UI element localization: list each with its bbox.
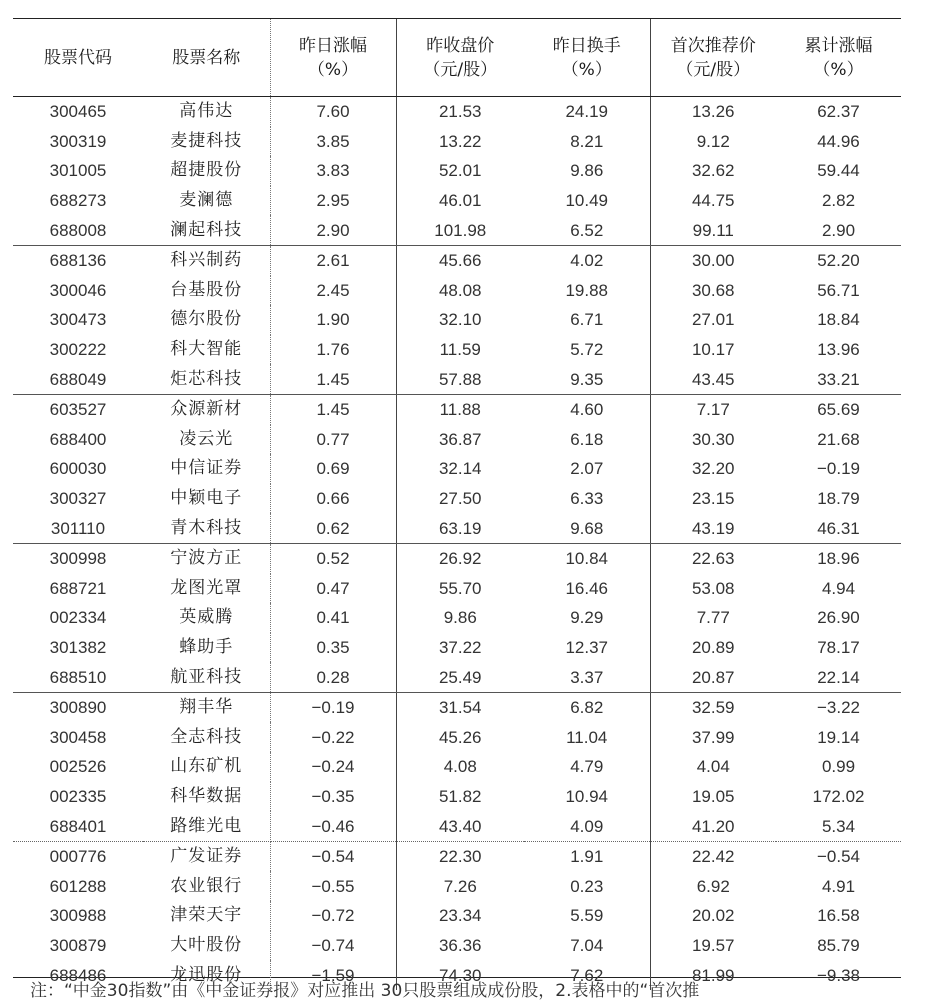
cell-change: −0.22: [270, 722, 396, 752]
cell-cum-change: 44.96: [817, 131, 860, 151]
cell-cum-change: 62.37: [817, 102, 860, 122]
cell-first-price: 9.12: [696, 131, 730, 151]
cell-close-price: 4.08: [443, 757, 477, 777]
header-name: 股票名称: [143, 19, 270, 97]
cell-turnover: 11.04: [524, 722, 650, 752]
cell-cum-change: 22.14: [776, 662, 901, 692]
cell-first-price: 10.17: [691, 340, 735, 360]
table-row: [13, 662, 901, 692]
cell-close-price: 11.88: [439, 400, 481, 420]
table-row: [13, 841, 901, 871]
cell-code: 300473: [49, 310, 107, 330]
table-row: [13, 305, 901, 335]
cell-cum-change: 65.69: [817, 400, 860, 420]
cell-code: 300890: [49, 698, 107, 718]
cell-change: 1.76: [270, 335, 396, 365]
cell-code: 688273: [49, 191, 107, 211]
cell-name: 宁波方正: [143, 543, 270, 573]
cell-code: 300465: [49, 102, 107, 122]
cell-name: 龙迅股份: [143, 960, 270, 990]
cell-code: 301110: [13, 513, 143, 543]
cell-turnover: 4.09: [524, 811, 650, 841]
table-row: [13, 603, 901, 633]
cell-code: 000776: [49, 847, 107, 867]
cell-close-price: 63.19: [396, 513, 524, 543]
cell-close-price: 27.50: [438, 489, 482, 509]
cell-name: 广发证券: [143, 841, 270, 871]
cell-name: 中信证券: [143, 454, 270, 484]
table-row: [13, 97, 901, 127]
cell-first-price: 20.89: [691, 637, 735, 657]
cell-change: −0.72: [270, 901, 396, 931]
cell-cum-change: 18.79: [817, 489, 860, 509]
cell-code: 002526: [49, 757, 107, 777]
cell-close-price: 45.66: [438, 251, 482, 271]
table-row: [13, 186, 901, 216]
table-row: [13, 574, 901, 604]
cell-turnover: 6.33: [524, 484, 650, 514]
cell-turnover: 9.68: [524, 513, 650, 543]
cell-cum-change: 21.68: [817, 429, 860, 449]
cell-code: 688401: [13, 811, 143, 841]
cell-change: 2.61: [270, 245, 396, 275]
cell-close-price: 32.14: [438, 459, 482, 479]
cell-close-price: 21.53: [438, 102, 482, 122]
cell-name: 科大智能: [143, 335, 270, 365]
cell-change: −0.74: [270, 931, 396, 961]
cell-first-price: 27.01: [691, 310, 735, 330]
cell-first-price: 19.57: [691, 935, 735, 955]
stock-table-container: [13, 18, 901, 985]
cell-code: 300327: [49, 489, 107, 509]
table-row: [13, 454, 901, 484]
header-change: 昨日涨幅 （%）: [270, 19, 396, 97]
table-row: [13, 484, 901, 514]
table-row: [13, 513, 901, 543]
cell-name: 凌云光: [143, 425, 270, 455]
cell-cum-change: 18.96: [817, 549, 860, 569]
table-row: [13, 752, 901, 782]
cell-turnover: 19.88: [524, 276, 650, 306]
cell-name: 麦澜德: [143, 186, 270, 216]
cell-close-price: 55.70: [438, 578, 482, 598]
cell-change: 2.95: [270, 186, 396, 216]
cell-first-price: 7.77: [696, 608, 730, 628]
table-row: [13, 692, 901, 722]
cell-close-price: 36.87: [438, 429, 482, 449]
cell-code: 300998: [49, 549, 107, 569]
cell-name: 炬芯科技: [143, 364, 270, 394]
cell-change: 0.69: [270, 454, 396, 484]
cell-change: 3.83: [270, 156, 396, 186]
cell-close-price: 26.92: [438, 549, 482, 569]
cell-first-price: 32.59: [691, 698, 735, 718]
header-code: 股票代码: [13, 19, 143, 97]
cell-turnover: 10.84: [524, 543, 650, 573]
cell-cum-change: 19.14: [817, 727, 860, 747]
cell-change: 3.85: [270, 127, 396, 157]
table-row: [13, 633, 901, 663]
cell-name: 科兴制药: [143, 245, 270, 275]
cell-change: −0.35: [270, 782, 396, 812]
cell-name: 台基股份: [143, 276, 270, 306]
cell-name: 澜起科技: [143, 215, 270, 245]
header-close-price: 昨收盘价 （元/股）: [396, 19, 524, 97]
table-row: [13, 543, 901, 573]
table-row: [13, 335, 901, 365]
cell-cum-change: 56.71: [817, 280, 860, 300]
cell-turnover: 6.82: [524, 692, 650, 722]
cell-change: 2.90: [270, 215, 396, 245]
cell-turnover: 8.21: [524, 127, 650, 157]
cell-first-price: 44.75: [691, 191, 735, 211]
cell-name: 龙图光罩: [143, 574, 270, 604]
cell-cum-change: 46.31: [776, 513, 901, 543]
cell-first-price: 22.42: [691, 847, 735, 867]
cell-name: 英威腾: [143, 603, 270, 633]
cell-code: 688721: [49, 578, 107, 598]
cell-change: −0.46: [270, 811, 396, 841]
cell-name: 蜂助手: [143, 633, 270, 663]
cell-cum-change: 33.21: [776, 364, 901, 394]
cell-first-price: 4.04: [696, 757, 730, 777]
cell-cum-change: 4.91: [821, 876, 856, 896]
cell-close-price: 25.49: [396, 662, 524, 692]
cell-first-price: 30.68: [691, 280, 735, 300]
cell-first-price: 43.19: [650, 513, 776, 543]
cell-close-price: 22.30: [438, 847, 482, 867]
cell-turnover: 9.35: [524, 364, 650, 394]
table-row: [13, 394, 901, 424]
header-first-price: 首次推荐价 （元/股）: [650, 19, 776, 97]
cell-close-price: 32.10: [438, 310, 482, 330]
cell-name: 津荣天宇: [143, 901, 270, 931]
cell-code: 300046: [49, 280, 107, 300]
cell-name: 德尔股份: [143, 305, 270, 335]
cell-change: 7.60: [270, 97, 396, 127]
cell-turnover: 4.02: [524, 245, 650, 275]
cell-change: 1.45: [270, 364, 396, 394]
cell-cum-change: 4.94: [821, 578, 856, 598]
cell-change: 0.28: [270, 662, 396, 692]
cell-close-price: 43.40: [396, 811, 524, 841]
cell-cum-change: −0.54: [816, 847, 860, 867]
cell-change: 2.45: [270, 276, 396, 306]
cell-close-price: 23.34: [438, 906, 482, 926]
cell-turnover: 6.52: [524, 215, 650, 245]
cell-close-price: 36.36: [438, 935, 482, 955]
cell-turnover: 12.37: [524, 633, 650, 663]
cell-code: 688049: [13, 364, 143, 394]
cell-turnover: 24.19: [524, 97, 650, 127]
cell-turnover: 4.60: [524, 394, 650, 424]
cell-close-price: 46.01: [438, 191, 482, 211]
cell-first-price: 20.87: [650, 662, 776, 692]
cell-code: 300458: [49, 727, 107, 747]
cell-first-price: 37.99: [691, 727, 735, 747]
cell-name: 大叶股份: [143, 931, 270, 961]
cell-name: 农业银行: [143, 871, 270, 901]
cell-cum-change: 18.84: [817, 310, 860, 330]
cell-code: 688136: [49, 251, 107, 271]
cell-turnover: 16.46: [524, 574, 650, 604]
cell-turnover: 4.79: [524, 752, 650, 782]
cell-first-price: 22.63: [691, 549, 735, 569]
cell-name: 航亚科技: [143, 662, 270, 692]
header-row: [13, 19, 901, 97]
cell-cum-change: 5.34: [776, 811, 901, 841]
cell-change: −0.19: [270, 692, 396, 722]
cell-cum-change: 0.99: [821, 757, 856, 777]
cell-name: 青木科技: [143, 513, 270, 543]
table-row: [13, 722, 901, 752]
table-row: [13, 215, 901, 245]
cell-code: 300319: [49, 131, 107, 151]
cell-close-price: 51.82: [438, 786, 482, 806]
cell-first-price: 53.08: [691, 578, 735, 598]
cell-turnover: 7.04: [524, 931, 650, 961]
cell-turnover: 3.37: [524, 662, 650, 692]
cell-turnover: 9.86: [524, 156, 650, 186]
cell-code: 601288: [49, 876, 107, 896]
cell-first-price: 32.20: [691, 459, 735, 479]
footnote: 注：“中金30指数”由《中金证券报》对应推出 30只股票组成成份股，2.表格中的“首次推: [30, 981, 700, 1001]
cell-code: 300879: [49, 935, 107, 955]
cell-first-price: 43.45: [650, 364, 776, 394]
cell-code: 688400: [49, 429, 107, 449]
cell-cum-change: −3.22: [816, 698, 860, 718]
table-row: [13, 871, 901, 901]
stock-table: [13, 19, 901, 990]
cell-change: 0.62: [270, 513, 396, 543]
table-row: [13, 782, 901, 812]
cell-close-price: 48.08: [438, 280, 482, 300]
cell-close-price: 57.88: [396, 364, 524, 394]
table-row: [13, 127, 901, 157]
cell-turnover: 1.91: [524, 841, 650, 871]
cell-change: −0.55: [270, 871, 396, 901]
cell-name: 麦捷科技: [143, 127, 270, 157]
cell-code: 300988: [49, 906, 107, 926]
cell-change: −0.54: [270, 841, 396, 871]
cell-change: 1.45: [270, 394, 396, 424]
cell-turnover: 5.72: [524, 335, 650, 365]
cell-name: 路维光电: [143, 811, 270, 841]
cell-code: 300222: [49, 340, 107, 360]
cell-first-price: 6.92: [696, 876, 730, 896]
cell-cum-change: 59.44: [817, 161, 860, 181]
cell-close-price: 52.01: [438, 161, 482, 181]
table-row: [13, 425, 901, 455]
cell-cum-change: 78.17: [817, 637, 860, 657]
cell-first-price: 41.20: [650, 811, 776, 841]
cell-close-price: 45.26: [438, 727, 482, 747]
cell-cum-change: 2.82: [821, 191, 856, 211]
cell-close-price: 101.98: [396, 215, 524, 245]
cell-first-price: 20.02: [691, 906, 735, 926]
cell-close-price: 11.59: [439, 340, 481, 360]
cell-change: 0.47: [270, 574, 396, 604]
cell-code: 688008: [13, 215, 143, 245]
table-row: [13, 276, 901, 306]
cell-close-price: 13.22: [438, 131, 482, 151]
cell-code: 688510: [13, 662, 143, 692]
header-cum-change: 累计涨幅 （%）: [776, 19, 901, 97]
cell-first-price: 30.30: [691, 429, 735, 449]
cell-turnover: 6.71: [524, 305, 650, 335]
cell-cum-change: 13.96: [817, 340, 860, 360]
table-row: [13, 931, 901, 961]
cell-close-price: 37.22: [438, 637, 482, 657]
cell-code: 301382: [49, 637, 107, 657]
cell-change: 0.41: [270, 603, 396, 633]
cell-close-price: 7.26: [443, 876, 477, 896]
cell-turnover: 5.59: [524, 901, 650, 931]
cell-name: 翔丰华: [143, 692, 270, 722]
cell-cum-change: 16.58: [817, 906, 860, 926]
cell-name: 高伟达: [143, 97, 270, 127]
cell-first-price: 32.62: [691, 161, 735, 181]
cell-turnover: 6.18: [524, 425, 650, 455]
cell-change: −1.59: [270, 960, 396, 990]
cell-first-price: 19.05: [691, 786, 735, 806]
cell-name: 超捷股份: [143, 156, 270, 186]
table-row: [13, 156, 901, 186]
cell-close-price: 9.86: [443, 608, 477, 628]
cell-name: 中颖电子: [143, 484, 270, 514]
cell-change: −0.24: [270, 752, 396, 782]
stock-table-body: [13, 97, 901, 990]
cell-cum-change: 26.90: [817, 608, 860, 628]
cell-code: 600030: [49, 459, 107, 479]
cell-cum-change: 2.90: [776, 215, 901, 245]
table-row: [13, 364, 901, 394]
cell-first-price: 99.11: [650, 215, 776, 245]
cell-change: 0.66: [270, 484, 396, 514]
cell-first-price: 81.99: [691, 965, 735, 985]
table-row: [13, 901, 901, 931]
cell-close-price: 31.54: [438, 698, 482, 718]
table-row: [13, 811, 901, 841]
cell-change: 1.90: [270, 305, 396, 335]
cell-code: 002334: [49, 608, 107, 628]
cell-cum-change: 172.02: [812, 786, 865, 806]
cell-code: 301005: [49, 161, 107, 181]
cell-name: 山东矿机: [143, 752, 270, 782]
cell-change: 0.35: [270, 633, 396, 663]
cell-first-price: 30.00: [691, 251, 735, 271]
cell-turnover: 10.49: [524, 186, 650, 216]
cell-change: 0.52: [270, 543, 396, 573]
header-turnover: 昨日换手 （%）: [524, 19, 650, 97]
cell-name: 众源新材: [143, 394, 270, 424]
cell-name: 全志科技: [143, 722, 270, 752]
cell-turnover: 0.23: [524, 871, 650, 901]
cell-turnover: 2.07: [524, 454, 650, 484]
cell-code: 603527: [49, 400, 107, 420]
cell-close-price: 74.30: [438, 965, 482, 985]
table-row: [13, 245, 901, 275]
cell-first-price: 13.26: [691, 102, 735, 122]
cell-cum-change: 52.20: [817, 251, 860, 271]
cell-turnover: 7.62: [524, 960, 650, 990]
cell-cum-change: −9.38: [816, 965, 860, 985]
cell-code: 002335: [49, 786, 107, 806]
cell-code: 688486: [49, 965, 107, 985]
cell-turnover: 9.29: [524, 603, 650, 633]
cell-first-price: 7.17: [696, 400, 730, 420]
cell-cum-change: 85.79: [817, 935, 860, 955]
cell-turnover: 10.94: [524, 782, 650, 812]
cell-cum-change: −0.19: [816, 459, 860, 479]
cell-change: 0.77: [270, 425, 396, 455]
cell-name: 科华数据: [143, 782, 270, 812]
cell-first-price: 23.15: [691, 489, 735, 509]
